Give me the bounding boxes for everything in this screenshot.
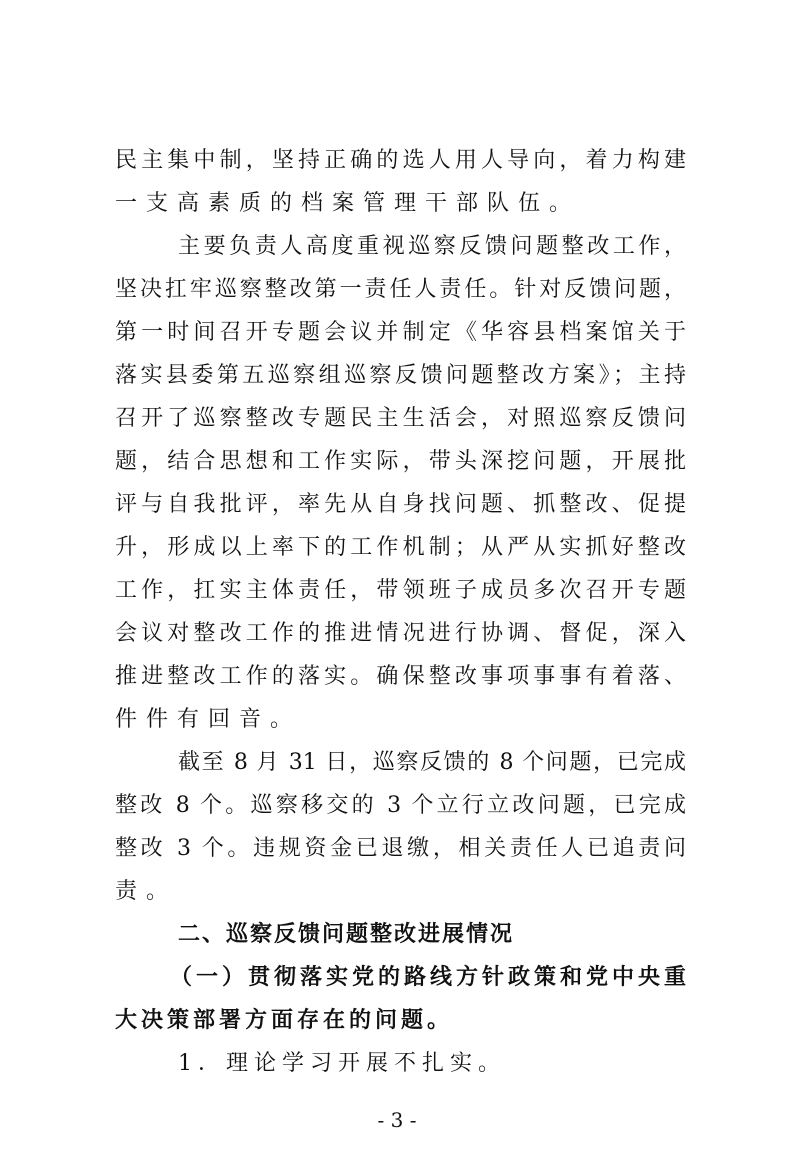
text-line: 评与自我批评，率先从自身找问题、抓整改、促提 <box>115 492 686 517</box>
heading-text: 二、巡察反馈问题整改进展情况 <box>178 921 515 947</box>
text-line: 召开了巡察整改专题民主生活会，对照巡察反馈问 <box>115 406 686 431</box>
section-heading <box>115 913 686 956</box>
paragraph-2 <box>115 225 686 741</box>
paragraph-1 <box>115 139 686 225</box>
item-heading <box>115 1042 686 1085</box>
text-line: 责。 <box>115 879 178 904</box>
text-line: 民主集中制，坚持正确的选人用人导向，着力构建 <box>115 148 686 173</box>
subsection-heading <box>115 956 686 1042</box>
heading-text: （一）贯彻落实党的路线方针政策和党中央重 <box>170 964 686 990</box>
document-body <box>115 0 686 1085</box>
heading-text: 大决策部署方面存在的问题。 <box>115 1007 454 1033</box>
text-line: 整改 8 个。巡察移交的 3 个立行立改问题，已完成 <box>115 793 686 818</box>
paragraph-3 <box>115 741 686 913</box>
text-line: 题，结合思想和工作实际，带头深挖问题，开展批 <box>115 449 686 474</box>
item-text: 1．理论学习开展不扎实。 <box>178 1051 506 1076</box>
text-line: 工作，扛实主体责任，带领班子成员多次召开专题 <box>115 578 686 603</box>
text-line: 会议对整改工作的推进情况进行协调、督促，深入 <box>115 621 686 646</box>
text-line: 第一时间召开专题会议并制定《华容县档案馆关于 <box>115 320 686 345</box>
text-line: 整改 3 个。违规资金已退缴，相关责任人已追责问 <box>115 836 686 861</box>
text-line: 升，形成以上率下的工作机制；从严从实抓好整改 <box>115 535 686 560</box>
page-number: - 3 - <box>377 1108 417 1132</box>
text-line: 截至 8 月 31 日，巡察反馈的 8 个问题，已完成 <box>178 750 686 775</box>
text-line: 坚决扛牢巡察整改第一责任人责任。针对反馈问题， <box>115 277 686 302</box>
text-line: 主要负责人高度重视巡察反馈问题整改工作， <box>178 234 686 259</box>
text-line: 落实县委第五巡察组巡察反馈问题整改方案》；主持 <box>115 363 686 388</box>
text-line: 推进整改工作的落实。确保整改事项事事有着落、 <box>115 664 686 689</box>
text-line: 件件有回音。 <box>115 707 302 732</box>
text-line: 一支高素质的档案管理干部队伍。 <box>115 191 581 216</box>
